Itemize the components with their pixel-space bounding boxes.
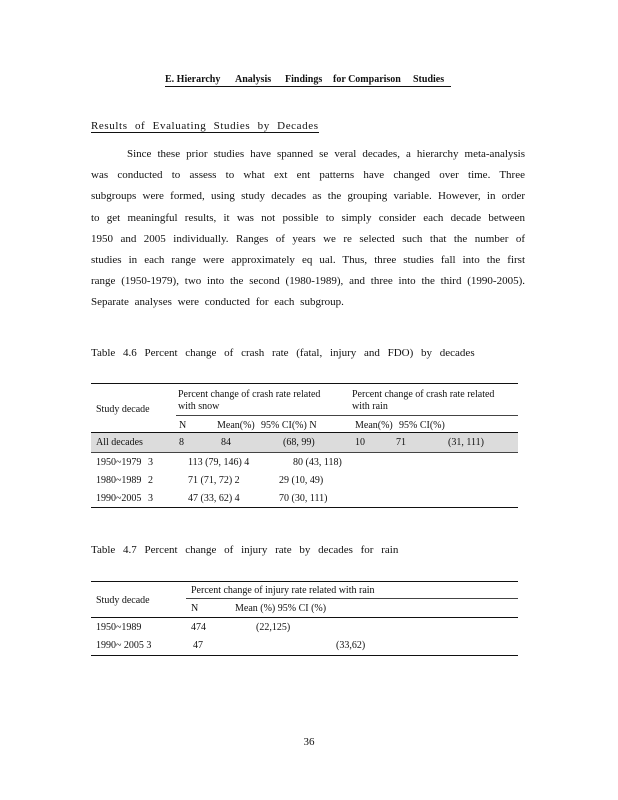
all-decades-bottom-rule bbox=[91, 452, 518, 453]
group-underline bbox=[186, 598, 518, 599]
sub-header-n: N bbox=[191, 603, 199, 614]
group-header-injury: Percent change of injury rate related with rain bbox=[191, 585, 375, 596]
all-decades-n-rain: 10 bbox=[355, 437, 365, 448]
page-number: 36 bbox=[303, 736, 315, 748]
row-rain-values: 29 (10, 49) bbox=[279, 475, 324, 486]
all-decades-label: All decades bbox=[96, 437, 143, 448]
group-header-rain-line1: Percent change of crash rate related bbox=[352, 389, 495, 400]
row-header-study-decade: Study decade bbox=[96, 595, 150, 606]
sub-header-mean-rain: Mean(%) bbox=[355, 420, 393, 431]
all-decades-mean-rain: 71 bbox=[396, 437, 406, 448]
row-decade: 1950~1979 bbox=[96, 457, 142, 468]
row-rain-values: 70 (30, 111) bbox=[279, 493, 328, 504]
table-4-7-caption: Table 4.7 Percent change of injury rate by decades for rain bbox=[91, 544, 399, 556]
all-decades-mean: 84 bbox=[221, 437, 231, 448]
sub-header-mean-ci: Mean (%) 95% CI (%) bbox=[235, 603, 327, 614]
sub-header-ci-rain: 95% CI(%) bbox=[399, 420, 445, 431]
group-header-snow-line2: with snow bbox=[178, 401, 220, 412]
row-n: 47 bbox=[193, 640, 203, 651]
table-top-rule bbox=[91, 383, 518, 384]
row-count: 2 bbox=[148, 475, 153, 486]
all-decades-ci: (68, 99) bbox=[283, 437, 315, 448]
all-decades-ci-rain: (31, 111) bbox=[448, 437, 484, 448]
group-header-rain-line2: with rain bbox=[352, 401, 388, 412]
row-ci: (22,125) bbox=[256, 622, 291, 633]
row-decade: 1990~ 2005 3 bbox=[96, 640, 152, 651]
row-decade: 1990~2005 bbox=[96, 493, 142, 504]
all-decades-n: 8 bbox=[179, 437, 184, 448]
paragraph-text: Since these prior studies have spanned se veral decades, a hierarchy meta-analysis was conducted to assess to what ext ent patterns have changed over time. Three subgroups were formed, using study decades as the grouping variable. However, in order to get meaningful results, it was not possible to simply consider each decade between 1950 and 2005 individually. Ranges of years we re selected such that the number of studies in each range were approximately eq ual. Thus, three studies fall into the first range (1950-1979), two into the second (1980-1989), and three into the third (1990-2005). Separate analyses were conducted for each subgroup. bbox=[91, 148, 525, 309]
table-4-6-caption: Table 4.6 Percent change of crash rate (fatal, injury and FDO) by decades bbox=[91, 347, 475, 359]
header-part-1: E. Hierarchy bbox=[165, 74, 221, 85]
header-part-5: Studies bbox=[413, 74, 445, 85]
body-paragraph bbox=[91, 144, 525, 314]
group-header-snow-line1: Percent change of crash rate related bbox=[178, 389, 321, 400]
row-snow-values: 113 (79, 146) 4 bbox=[188, 457, 250, 468]
group-underline bbox=[176, 415, 518, 416]
row-snow-values: 71 (71, 72) 2 bbox=[188, 475, 240, 486]
table-top-rule bbox=[91, 581, 518, 582]
row-header-study-decade: Study decade bbox=[96, 404, 150, 415]
row-rain-values: 80 (43, 118) bbox=[293, 457, 342, 468]
running-header bbox=[165, 74, 451, 87]
row-decade: 1980~1989 bbox=[96, 475, 142, 486]
table-bottom-rule bbox=[91, 655, 518, 656]
header-part-4: for Comparison bbox=[333, 74, 401, 85]
table-4-7 bbox=[91, 578, 518, 660]
sub-header-n: N bbox=[179, 420, 187, 431]
section-heading: Results of Evaluating Studies by Decades bbox=[91, 120, 319, 132]
row-count: 3 bbox=[148, 493, 153, 504]
row-decade: 1950~1989 bbox=[96, 622, 142, 633]
row-ci: (33,62) bbox=[336, 640, 366, 651]
table-bottom-rule bbox=[91, 507, 518, 508]
sub-header-mean: Mean(%) bbox=[217, 420, 255, 431]
row-count: 3 bbox=[148, 457, 153, 468]
header-part-3: Findings bbox=[285, 74, 323, 85]
row-n: 474 bbox=[191, 622, 206, 633]
table-4-6 bbox=[91, 380, 518, 510]
header-part-2: Analysis bbox=[235, 74, 272, 85]
row-snow-values: 47 (33, 62) 4 bbox=[188, 493, 240, 504]
header-bottom-rule bbox=[91, 617, 518, 618]
sub-header-ci-n: 95% CI(%) N bbox=[261, 420, 317, 431]
